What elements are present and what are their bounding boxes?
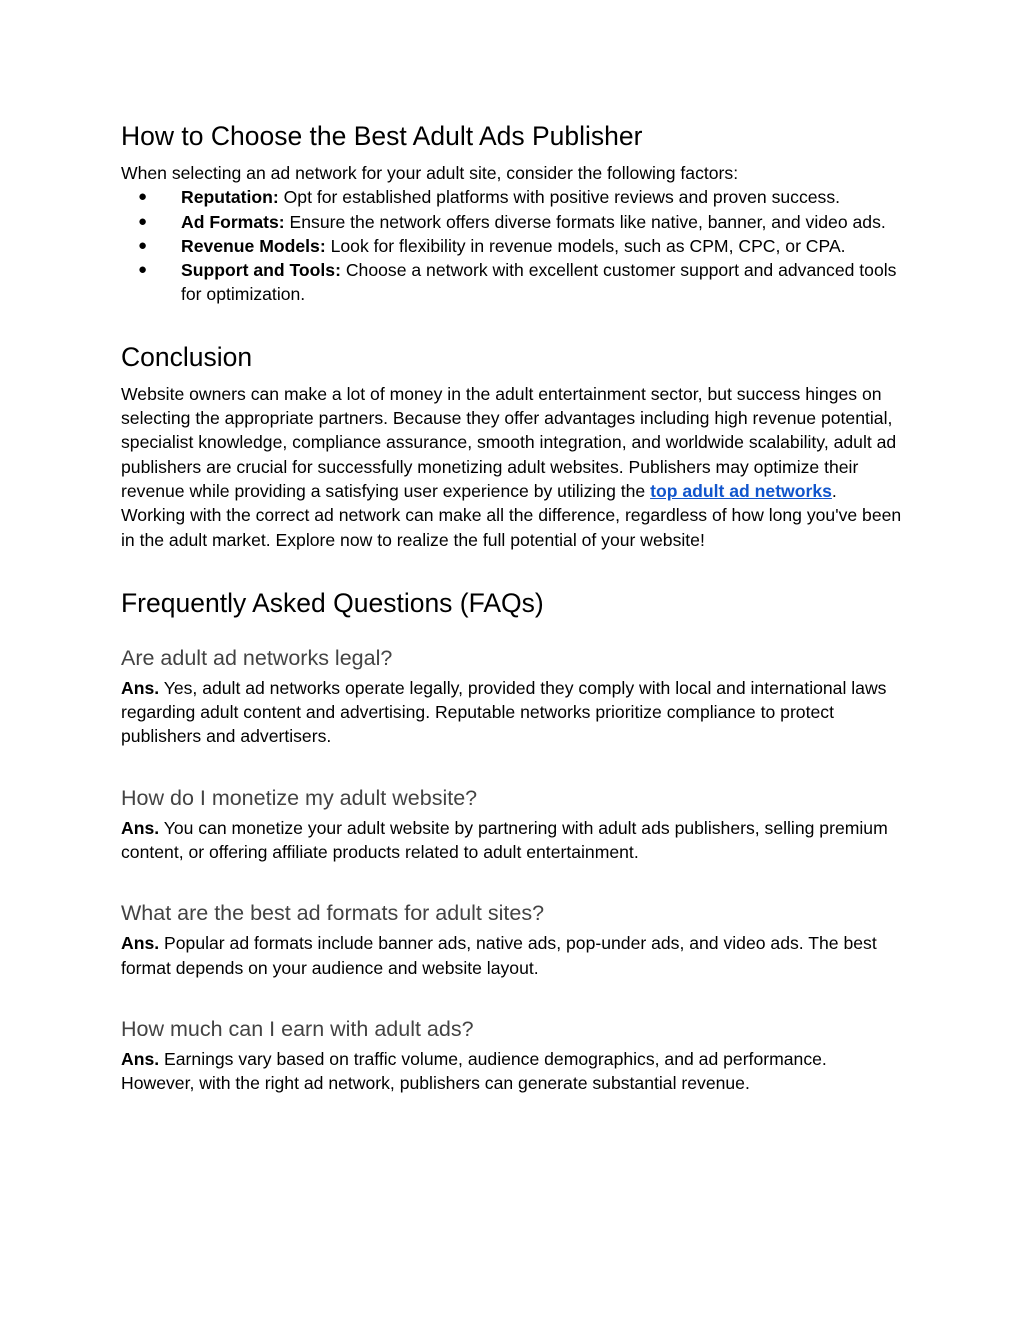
section-title-choose-publisher: How to Choose the Best Adult Ads Publisher bbox=[121, 121, 643, 151]
answer-text: Popular ad formats include banner ads, native ads, pop-under ads, and video ads. The best format depends on your audience and website layout. bbox=[121, 933, 877, 978]
faq-answer bbox=[121, 931, 904, 980]
faq-answer bbox=[121, 816, 904, 865]
faq-answer bbox=[121, 676, 904, 749]
conclusion-text: Website owners can make a lot of money in the adult entertainment sector, but success hinges on selecting the appropriate partners. Because they offer advantages including high revenue potential, specialist knowledge, compliance assurance, smooth integration, and worldwide scalability, adult ad publishers are crucial for successfully monetizing adult websites. Publishers may optimize their revenue while providing a satisfying user experience by utilizing the bbox=[121, 383, 897, 501]
list-item-label: Reputation: bbox=[181, 187, 279, 208]
answer-text: Earnings vary based on traffic volume, audience demographics, and ad performance. However, with the right ad network, publishers can generate substantial revenue. bbox=[121, 1048, 827, 1094]
answer-label: Ans. bbox=[121, 677, 160, 698]
list-item-label: Revenue Models: bbox=[181, 235, 326, 256]
conclusion-paragraph-2: Working with the correct ad network can make all the difference, regardless of how long you've been in the adult market. Explore now to realize the full potential of your website! bbox=[121, 505, 902, 550]
list-item bbox=[138, 258, 904, 307]
list-item-text: Ensure the network offers diverse formats like native, banner, and video ads. bbox=[284, 211, 886, 232]
faq-answer bbox=[121, 1047, 904, 1096]
answer-text: Yes, adult ad networks operate legally, provided they comply with local and international laws regarding adult content and advertising. Reputable networks prioritize compliance to protect publishers and advertisers. bbox=[121, 677, 887, 747]
bullet-icon: ● bbox=[138, 188, 148, 206]
section-intro: When selecting an ad network for your adult site, consider the following factors: bbox=[121, 163, 739, 183]
answer-label: Ans. bbox=[121, 817, 160, 838]
list-item-label: Ad Formats: bbox=[181, 211, 285, 232]
list-item-label: Support and Tools: bbox=[181, 260, 341, 281]
list-item-text: Look for flexibility in revenue models, such as CPM, CPC, or CPA. bbox=[325, 235, 846, 256]
section-title-faqs: Frequently Asked Questions (FAQs) bbox=[121, 587, 544, 618]
list-item bbox=[138, 210, 904, 234]
list-item bbox=[138, 234, 904, 258]
bullet-icon: ● bbox=[138, 236, 148, 254]
faq-question: How much can I earn with adult ads? bbox=[121, 1016, 474, 1041]
top-adult-ad-networks-link[interactable]: top adult ad networks bbox=[650, 480, 832, 501]
faq-question: Are adult ad networks legal? bbox=[121, 645, 393, 670]
list-item-text: Opt for established platforms with positive reviews and proven success. bbox=[278, 187, 841, 208]
faq-question: How do I monetize my adult website? bbox=[121, 785, 478, 810]
list-item bbox=[138, 185, 904, 209]
answer-label: Ans. bbox=[121, 933, 160, 954]
answer-text: You can monetize your adult website by partnering with adult ads publishers, selling premium content, or offering affiliate products related to adult entertainment. bbox=[121, 817, 888, 863]
faq-question: What are the best ad formats for adult sites? bbox=[121, 901, 545, 926]
bullet-icon: ● bbox=[138, 212, 148, 230]
conclusion-text-end: . bbox=[831, 480, 837, 501]
conclusion-paragraph bbox=[121, 382, 904, 503]
answer-label: Ans. bbox=[121, 1048, 160, 1069]
section-title-conclusion: Conclusion bbox=[121, 341, 253, 372]
bullet-icon: ● bbox=[138, 261, 148, 279]
list-item-text: Choose a network with excellent customer support and advanced tools for optimization. bbox=[181, 260, 897, 305]
factors-list bbox=[121, 185, 904, 306]
